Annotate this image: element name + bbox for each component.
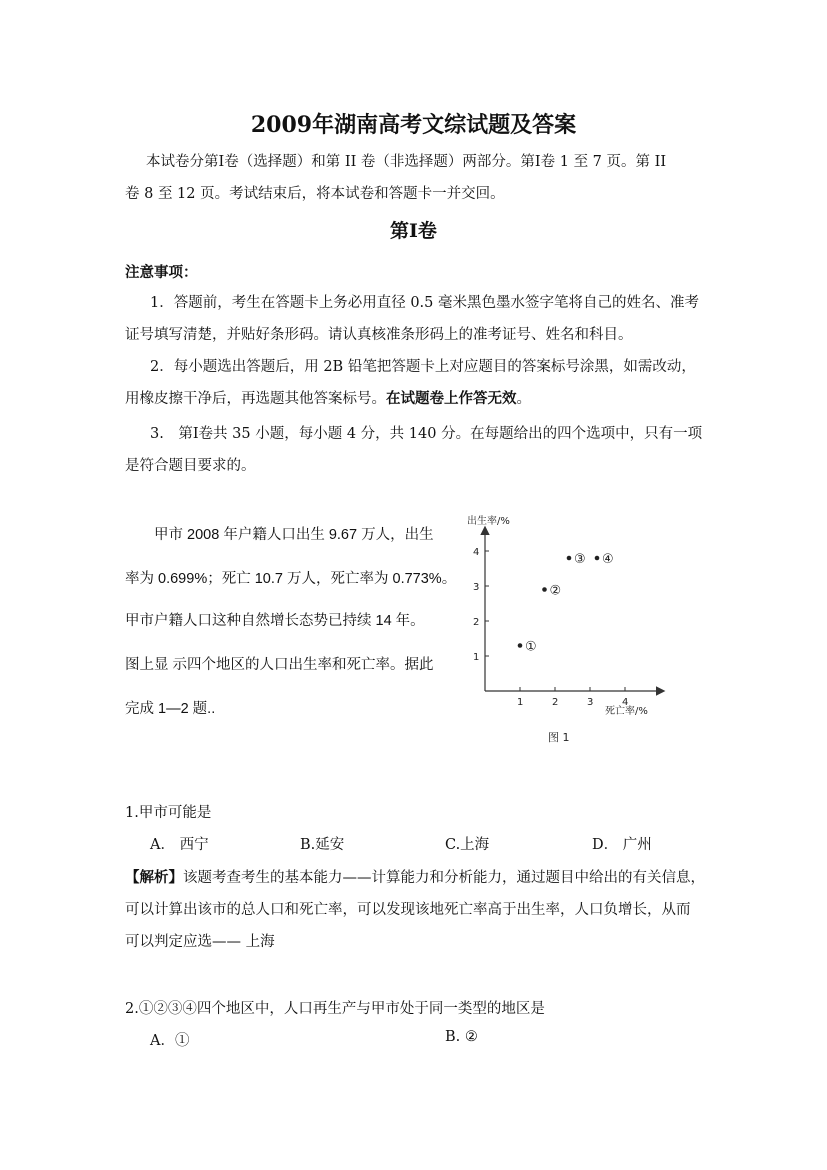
x-tick-label: 4 (622, 697, 629, 708)
q1-option-b: B.延安 (300, 837, 345, 853)
data-point-4 (595, 556, 600, 561)
note-2-text: 用橡皮擦干净后，再选题其他答案标号。 (125, 391, 386, 407)
y-tick-label: 2 (473, 617, 480, 628)
y-axis-label: 出生率/% (467, 516, 510, 527)
intro-line-5: 完成 1—2 题.. (125, 701, 216, 717)
q1-option-d: D． 广州 (592, 837, 652, 853)
data-point-3 (567, 556, 572, 561)
q1-analysis-line-3: 可以判定应选—— 上海 (125, 934, 275, 950)
q1-analysis-line-1 (125, 866, 705, 887)
x-tick-label: 3 (587, 697, 594, 708)
x-tick-label: 1 (517, 697, 524, 708)
q2-option-a: A．① (150, 1033, 190, 1049)
note-2-line-1: 2．每小题选出答题后，用 2B 铅笔把答题卡上对应题目的答案标号涂黑，如需改动， (150, 359, 696, 375)
q2-stem: 2.①②③④四个地区中，人口再生产与甲市处于同一类型的地区是 (125, 1001, 545, 1017)
data-point-label-4: ④ (602, 552, 614, 567)
note-2-emphasis: 在试题卷上作答无效 (386, 390, 517, 407)
intro-line-4: 图上显 示四个地区的人口出生率和死亡率。据此 (125, 657, 434, 673)
q1-analysis-line-2: 可以计算出该市的总人口和死亡率，可以发现该地死亡率高于出生率，人口负增长，从而 (125, 902, 691, 918)
data-point-2 (542, 587, 547, 592)
figure-caption: 图 1 (548, 731, 570, 744)
data-point-label-2: ② (549, 583, 562, 599)
q1-option-c: C.上海 (445, 837, 490, 853)
notes-heading: 注意事项： (125, 264, 198, 281)
q1-option-a: A． 西宁 (150, 837, 209, 853)
section-title: 第Ⅰ卷 (390, 220, 437, 242)
analysis-tag: 【解析】 (125, 869, 183, 886)
note-2-line-2 (125, 387, 531, 408)
note-1-line-1: 1．答题前，考生在答题卡上务必用直径 0.5 毫米黑色墨水签字笔将自己的姓名、准考 (150, 295, 700, 311)
note-3-line-1: 3. 第Ⅰ卷共 35 小题，每小题 4 分，共 140 分。在每题给出的四个选项中，只有一项 (150, 426, 703, 442)
page-title: 2009年湖南高考文综试题及答案 (250, 112, 577, 138)
intro-line-2: 率为 0.699%；死亡 10.7 万人，死亡率为 0.773%。 (125, 571, 457, 587)
y-tick-label: 4 (473, 547, 480, 558)
y-tick-label: 1 (473, 652, 480, 663)
preface-line-1: 本试卷分第Ⅰ卷（选择题）和第 II 卷（非选择题）两部分。第Ⅰ卷 1 至 7 页。第 II (146, 154, 667, 170)
x-tick-label: 2 (552, 697, 559, 708)
intro-line-1: 甲市 2008 年户籍人口出生 9.67 万人，出生 (154, 527, 434, 543)
y-tick-label: 3 (473, 582, 480, 593)
q2-option-b: B. ② (445, 1029, 478, 1045)
intro-line-3: 甲市户籍人口这种自然增长态势已持续 14 年。 (125, 613, 425, 629)
preface-line-2: 卷 8 至 12 页。考试结束后，将本试卷和答题卡一并交回。 (125, 186, 505, 202)
note-3-line-2: 是符合题目要求的。 (125, 458, 256, 474)
data-point-label-3: ③ (574, 552, 586, 567)
x-axis-label: 死亡率/% (605, 706, 648, 717)
note-1-line-2: 证号填写清楚，并贴好条形码。请认真核准条形码上的准考证号、姓名和科目。 (125, 327, 633, 343)
figure-1-scatter-chart (455, 508, 675, 748)
analysis-text: 该题考查考生的基本能力——计算能力和分析能力，通过题目中给出的有关信息， (183, 870, 705, 886)
data-point-label-1: ① (525, 639, 537, 655)
q1-stem: 1.甲市可能是 (125, 805, 212, 821)
data-point-1 (518, 643, 523, 648)
note-2-period: 。 (516, 391, 531, 407)
